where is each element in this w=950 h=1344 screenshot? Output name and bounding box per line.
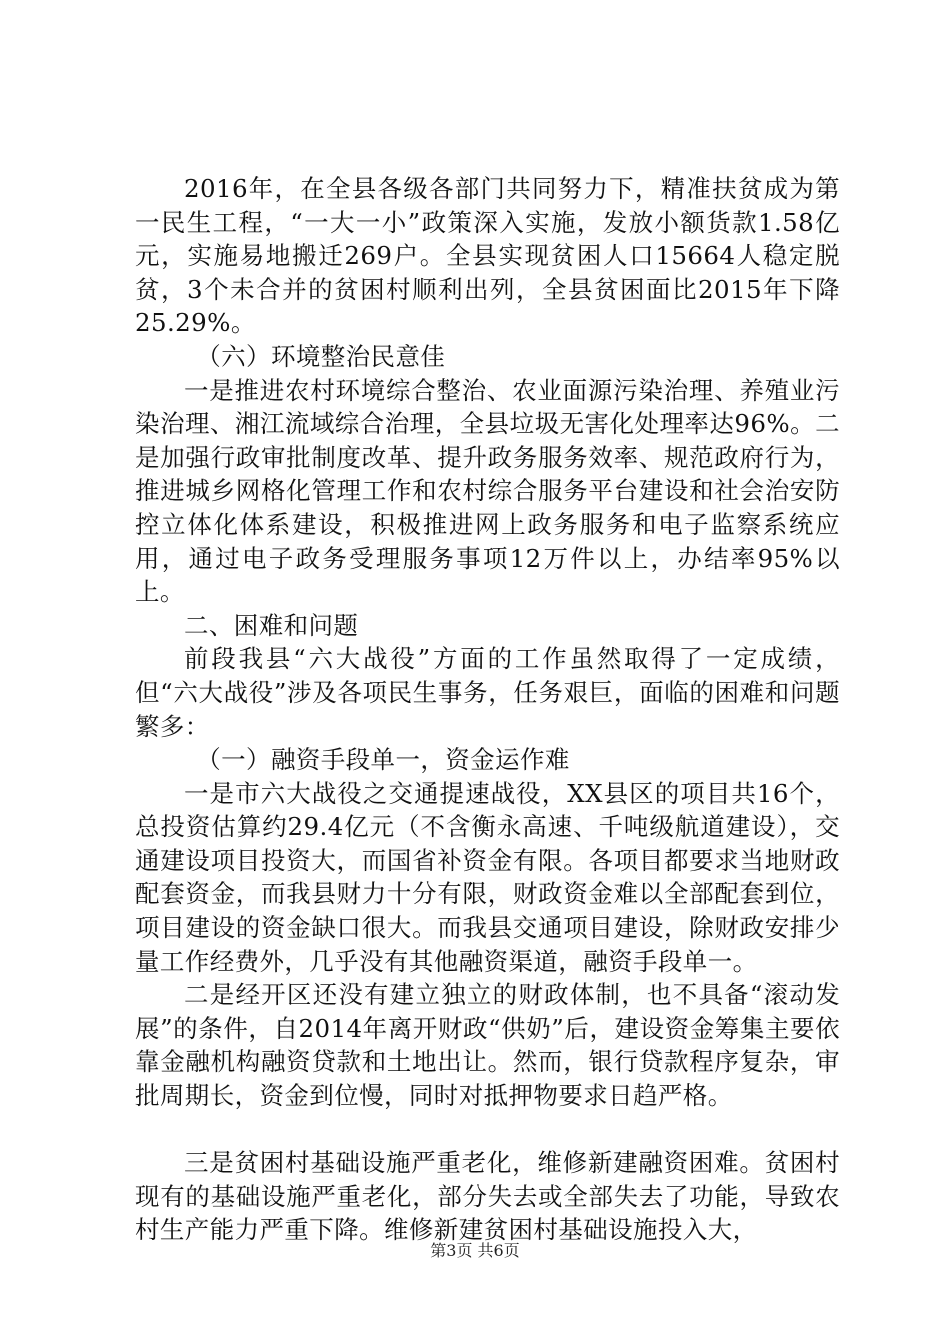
section-heading-difficulties: 二、困难和问题: [184, 610, 359, 640]
paragraph-poverty-alleviation: 2016年，在全县各级各部门共同努力下，精准扶贫成为第一民生工程，“一大一小”政策深入实施，发放小额货款1.58亿元，实施易地搬迁269户。全县实现贫困人口15664人稳定脱贫，3个未合并的贫困村顺利出列，全县贫困面比2015年下降25.29%。: [135, 174, 840, 338]
document-body: [135, 172, 840, 1247]
paragraph-transport-financing: 一是市六大战役之交通提速战役，XX县区的项目共16个，总投资估算约29.4亿元（不含衡永高速、千吨级航道建设），交通建设项目投资大，而国省补资金有限。各项目都要求当地财政配套资金，而我县财力十分有限，财政资金难以全部配套到位，项目建设的资金缺口很大。而我县交通项目建设，除财政安排少量工作经费外，几乎没有其他融资渠道，融资手段单一。: [135, 778, 840, 976]
paragraph-environment: 一是推进农村环境综合整治、农业面源污染治理、养殖业污染治理、湘江流域综合治理，全县垃圾无害化处理率达96%。二是加强行政审批制度改革、提升政务服务效率、规范政府行为，推进城乡网格化管理工作和农村综合服务平台建设和社会治安防控立体化体系建设，积极推进网上政务服务和电子监察系统应用，通过电子政务受理服务事项12万件以上，办结率95%以上。: [135, 375, 840, 607]
section-heading-financing: （一）融资手段单一，资金运作难: [196, 745, 570, 775]
paragraph-difficulties-intro: 前段我县“六大战役”方面的工作虽然取得了一定成绩，但“六大战役”涉及各项民生事务，任务艰巨，面临的困难和问题繁多：: [135, 644, 840, 741]
section-heading-environment: （六）环境整治民意佳: [196, 341, 446, 371]
page-number-footer: 第3页 共6页: [430, 1241, 520, 1260]
paragraph-village-infrastructure: 三是贫困村基础设施严重老化，维修新建融资困难。贫困村现有的基础设施严重老化，部分失去或全部失去了功能，导致农村生产能力严重下降。维修新建贫困村基础设施投入大，: [135, 1148, 840, 1245]
paragraph-development-zone: 二是经开区还没有建立独立的财政体制，也不具备“滚动发展”的条件，自2014年离开财政“供奶”后，建设资金筹集主要依靠金融机构融资贷款和土地出让。然而，银行贷款程序复杂，审批周期长，资金到位慢，同时对抵押物要求日趋严格。: [135, 980, 840, 1111]
